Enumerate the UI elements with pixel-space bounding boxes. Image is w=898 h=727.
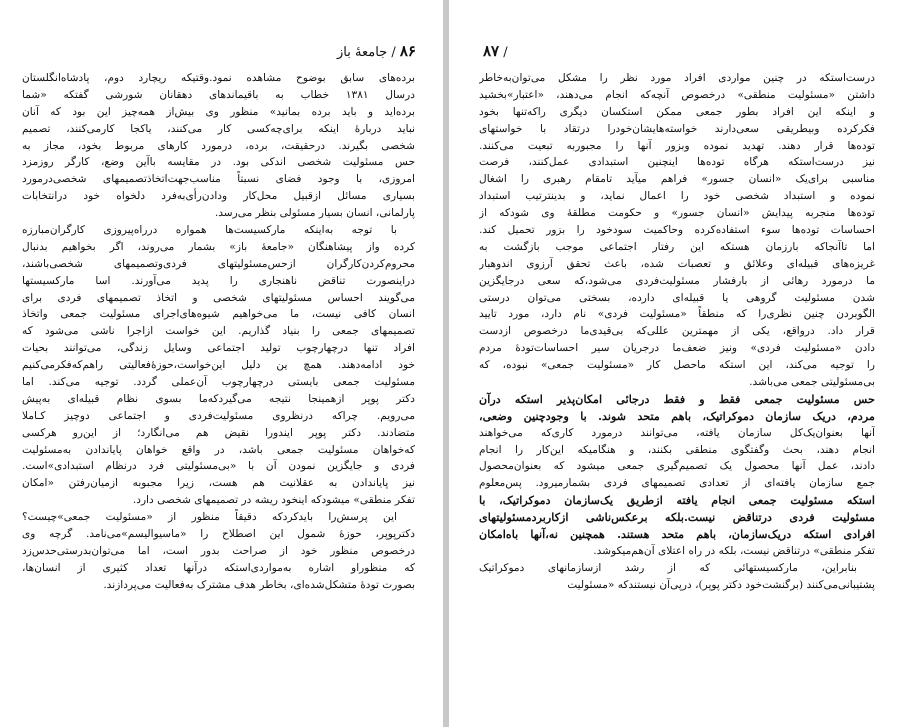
text-line: امروزی، با وجود فضای نسبتاً مناسب‌جهت‌اتخاذ‌تصمیمهای شخصی‌درمورد [22,173,415,186]
header-separator: / [503,45,508,60]
text-line: نباید دربارهٔ اینکه برای‌چه‌کسی کار می‌کنند، یاکجا کارمی‌کنند، تصمیم [22,122,415,135]
text-line: فردی و جایگزین نمودن آن با «بی‌مسئولیتی فرد درنظام استبدادی»است. [22,460,415,473]
text-line: تصمیمهای جمعی را بنیاد گذاریم. این خواست ازاجرا ناشی می‌شود که [22,325,415,338]
text-line: با توجه به‌اینکه مارکسیست‌ها همواره درراه‌پیروزی کارگران‌مبارزه [22,224,397,237]
text-line: بصورت تودهٔ متشکل‌شده‌ای، بخاطر هدف مشترک به‌فعالیت می‌پردازند. [103,578,415,591]
text-line: درست‌استکه در چنین مواردی افراد مورد نظر را مشکل می‌توان‌به‌خاطر [479,72,875,84]
text-line: دراینصورت تناقض ناهنجاری را پدید می‌آورند. اسا مارکسیستها [22,274,415,287]
text-line: دکترپوپر، حوزهٔ شمول این اصطلاح را «ماسیوالیسم»می‌نامد. گرچه وی [22,528,415,541]
text-line: خود ادامه‌دهند. همچ ین دلیل این‌خواست،حوزهٔ‌فعالیتی راهم‌که‌فکر‌می‌کنیم [22,359,415,372]
text-line: غریزه‌های قبیله‌ای وعلائق و تعصبات شده، باعث تحقق آرزوی اندوهبار [479,257,875,270]
left-page-header [337,42,416,60]
text-line: توده‌ها منجربه پیدایش «انسان جسور» و حکومت مطلقهٔ وی شودکه از [479,207,875,220]
text-line: را توجیه می‌کند، این استکه ماحصل کار «مسئولیت جمعی» نبوده، که [479,359,875,372]
text-line: احساسات توده‌ها سوء استفاده‌کرده وحاکمیت سودخود را بزور تحمیل کند. [479,224,875,237]
text-line: درسال ۱۳۸۱ خطاب به باقیماندهای دهقانان شورشی گفتکه «شما [22,88,415,101]
text-line: دادن «مسئولیت فردی» ونیز ضعف‌ما درجریان سیر احساسات‌تودهٔ مردم [479,342,875,355]
text-line: تفکر منطقی» میشودکه اینخود ریشه در تصمیمهای شخصی دارد. [132,494,415,507]
text-line: فکرکرده وبیطریقی سعی‌دارند خواسته‌هایشان‌خودرا درتقاد با خواستهای [479,122,875,135]
text-line: افراد تنها درچهارچوب تولید اجتماعی وسایل زندگی، می‌توانند بحیات [22,342,415,355]
text-line: اما تاآنجاکه بارزمان هستکه این رفتار اجتماعی موجب بازگشت به [479,240,875,253]
text-line: آنها بعنوان‌یک‌کل سازمان یافته، می‌توانند درمورد کاری‌که می‌خواهند [479,426,875,439]
text-line: که منظوراو اشاره به‌مواردی‌استکه درآنها تعداد کثیری از انسان‌ها، [22,561,415,574]
text-line: نیز درست‌استکه هرگاه توده‌ها اینچنین استبدادی عمل‌کنند، فرصت [479,156,875,169]
text-line: انجام دهند، بحث وگفتگوی منطقی بکنند، و هنگامیکه این‌کار را انجام [479,443,875,456]
text-line: بسیاری مسائل ازقبیل محل‌کار وداد‌ن‌رأی‌به‌فرد دلخواه خود درانتخابات [22,190,415,203]
text-line: ما درمورد رهائی از بارفشار مسئولیت‌فردی می‌شود،که سعی درجایگزین [479,274,875,287]
left-page-number: ۸۶ [399,42,416,60]
text-line: حس مسئولیت جمعی فقط و فقط درجائی امکان‌پذیر استکه درآن [479,391,875,406]
text-line: بنابراین، مارکسیستهائی که از رشد ازسازمانهای دموکراتیک [479,561,857,574]
text-line: محروم‌کردن‌کارگران ازحس‌مسئولیتهای فردی‌وتصمیمهای شخصی‌باشند، [22,257,415,270]
text-line: مردم، دریک سازمان دموکراتیک، باهم متحد شوند. با وجودچنین وضعی، [479,408,875,423]
text-line: شخصی بگیرند. درحقیقت، برده، درمورد کارهای مربوط بخود، مجاز به [22,139,415,152]
text-line: می‌رویم. چراکه درنظروی مسئولیت‌فردی و اجتماعی دوچیز کـاملا [22,409,415,422]
text-line: نیز پایاندادن به عقلانیت هم هست، زیرا مجبوبه ازمیان‌رفتن «امکان [22,477,415,490]
text-line: داشتن «مسئولیت منطقی» درخصوص آنچه‌که انجام می‌دهند، «اعتبار»بخشید [479,88,875,101]
header-separator: / [391,45,396,60]
text-line: دادند، عمل آنها محصول یک تصمیم‌گیری جمعی میشود که بعنوان‌محصول [479,460,875,473]
text-line: بی‌مسئولیتی جمعی می‌باشد. [749,376,875,389]
text-line: برده‌اید و باید برده بمانید» منظور وی بیش‌از همه‌چیز این بود که آنان [22,105,415,118]
text-line: انسان کافی نیست، ما می‌خواهیم شیوه‌های‌اجرای مسئولیت جمعی واتخاذ [22,308,415,321]
text-line: شدن مسئولیت گروهی یا قبیله‌ای دارده، بسختی می‌توان درستی [479,291,875,304]
text-line: تفکر منطقی» درتناقض نیست، بلکه در راه اعتلای آن‌هم‌میکوشد. [593,544,875,557]
text-line: کرده واز پیشاهنگان «جامعهٔ باز» بشمار می‌روند، اگر بخواهیم بدنبال [22,240,415,253]
text-line: الگوبردن چنین نظری‌را که منطقاً «مسئولیت فردی» نام دارد، مورد تایید [479,308,875,321]
text-line: حس مسئولیت شخصی اندکی بود. در مقایسه باآین وضع، کارگر روزمزد [22,156,415,169]
text-line: متضادند. دکتر پوپر ایندورا نقیض هم می‌انگارد؛ از این‌رو هرکسی [22,426,415,439]
right-page-body [479,70,875,594]
text-line: جمع سازمان یافته‌ای از تعدادی تصمیمهای فردی بشمارمیرود. پس‌معلوم [479,477,875,490]
left-page-body [22,70,415,594]
running-title: جامعهٔ باز [337,45,388,60]
text-line: افرادی استکه دریک‌سازمان، باهم متحد هستند. همچنین نه،آنها باه‌امکان [479,527,875,542]
text-line: می‌گویند احساس مسئولیتهای شخصی و اتخاذ تصمیمهای فردی برای [22,291,415,304]
text-line: مسئولیت جمعی بایستی درچهارچوب آن‌عملی گردد. توجیه می‌کند. اما [22,376,415,389]
text-line: استکه مسئولیت جمعی انجام یافته ازطریق یک‌سازمان دموکراتیک، با [479,493,875,508]
text-line: و اینکه این افراد بطور جمعی ممکن استکسان دیگری راکه‌تنها بخود [479,105,875,118]
text-line: که‌خواهان مسئولیت جمعی باشد، در واقع خواهان پایاندادن به‌مسئولیت [22,443,415,456]
text-line: نموده و استبداد شخصی خود را اعمال نماید، و بدینترتیب استبداد [479,190,875,203]
text-line: توده‌ها قرار دهند. تهدید نموده وبزور آنها را مجبوربه تبعیت می‌کنند. [479,139,875,152]
text-line: مناسبی برای‌یک «انسان جسور» فراهم میآید تامقام رهبری را اشغال [479,173,875,186]
right-page [449,0,898,727]
left-page [0,0,443,727]
text-line: برده‌های سابق بوضوح مشاهده نمود.وقتیکه ریچارد دوم، پادشاه‌انگلستان [22,72,415,84]
text-line: قرار داد. درواقع، یکی از مهمترین عللی‌که بی‌قیدی‌ما درخصوص ازدست [479,325,875,338]
text-line: پشتیبانی‌می‌کنند (برگنشت‌خود دکتر پوپر)، درپی‌آن نیستندکه «مسئولیت [567,578,875,591]
text-line: این پرسش‌را بایدکردکه دقیقاً منظور از «مسئولیت جمعی»چیست؟ [22,511,397,524]
text-line: دکتر پوپر ازهمینجا نتیجه می‌گیرد‌که‌ما بسوی نظام قبیله‌ای به‌پیش [22,392,415,405]
text-line: مسئولیت فردی درتناقض نیست.بلکه برعکس‌ناشی ازکاربردمسئولیتهای [479,510,875,525]
right-page-header [483,42,508,60]
right-page-number: ۸۷ [483,42,500,60]
text-line: پارلمانی، انسان بسیار مسئولی بنظر می‌رسد. [214,207,415,220]
text-line: درخصوص منظور خود از صراحت بدور است، اما می‌توان‌بدرستی‌حدس‌زد [22,544,415,557]
